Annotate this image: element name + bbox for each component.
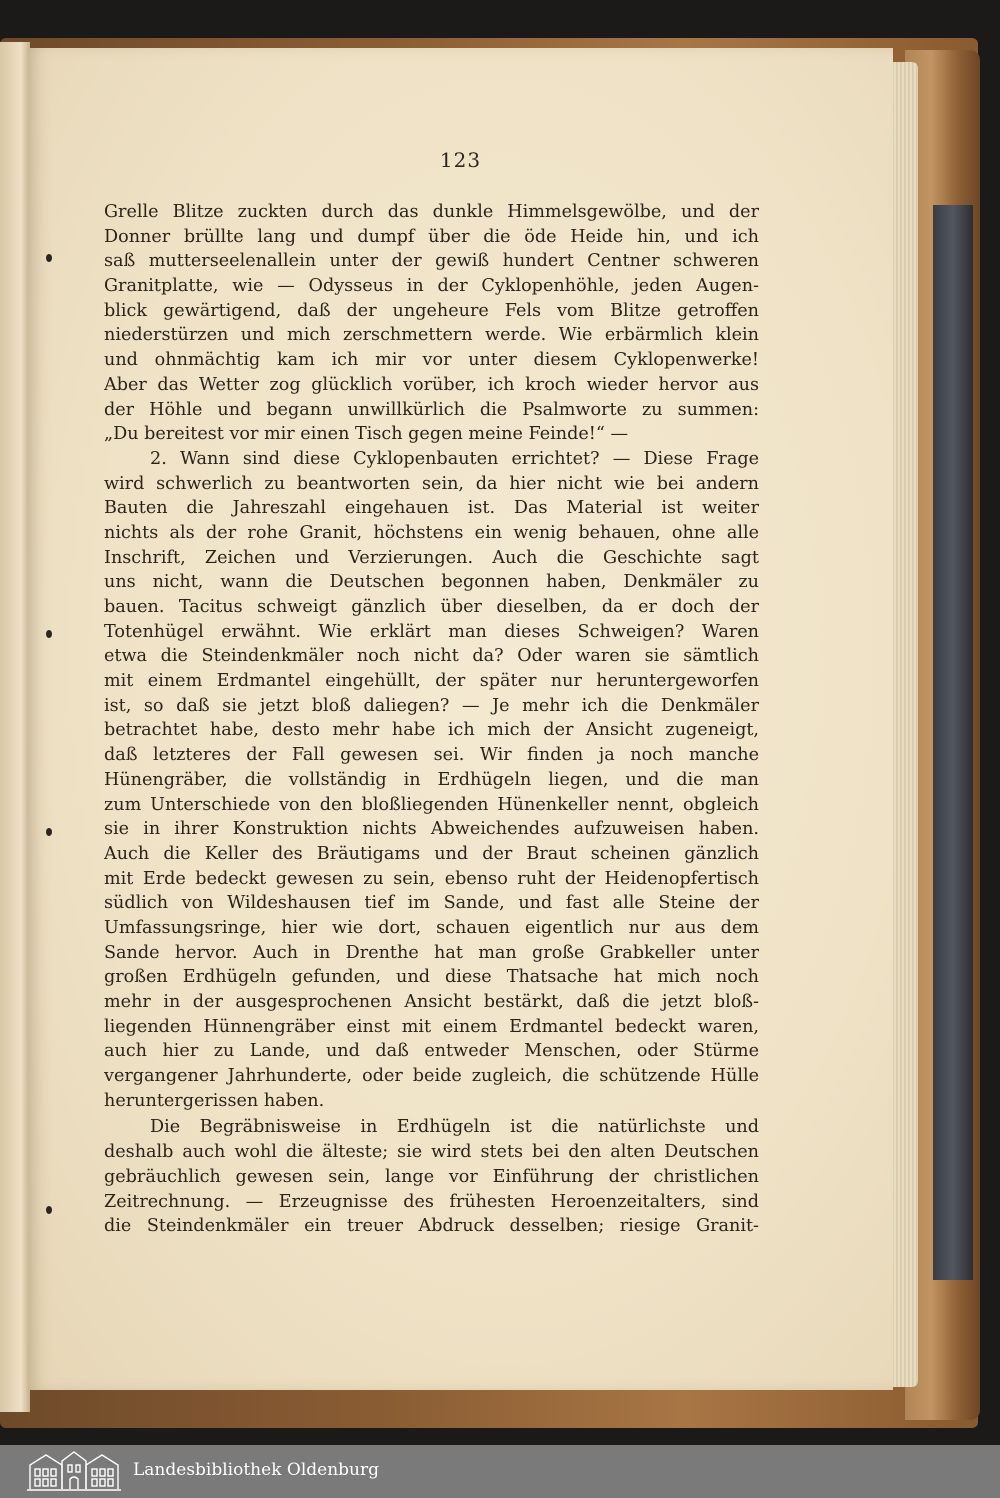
binding-hole — [46, 1206, 52, 1214]
text-line: mehr in der ausgesprochenen Ansicht bestärkt, daß die jetzt bloß- — [104, 992, 759, 1012]
text-line: Auch die Keller des Bräutigams und der Braut scheinen gänzlich — [104, 843, 759, 864]
text-line: betrachtet habe, desto mehr habe ich mich der Ansicht zugeneigt, — [104, 720, 759, 741]
text-line: Hünengräber, die vollständig in Erdhügeln liegen, und die man — [104, 769, 759, 790]
text-line: Grelle Blitze zuckten durch das dunkle Himmelsgewölbe, und der — [104, 202, 759, 222]
text-line: daß letzteres der Fall gewesen sei. Wir finden ja noch manche — [104, 745, 759, 766]
text-line: Bauten die Jahreszahl eingehauen ist. Das Material ist weiter — [104, 498, 759, 519]
binding-hole — [46, 828, 52, 836]
text-line: vergangener Jahrhunderte, oder beide zugleich, die schützende Hülle — [104, 1066, 759, 1087]
text-line: mit einem Erdmantel eingehüllt, der später nur heruntergeworfen — [104, 671, 759, 692]
text-line: deshalb auch wohl die älteste; sie wird stets bei den alten Deutschen — [104, 1142, 759, 1163]
text-line: Donner brüllte lang und dumpf über die öde Heide hin, und ich — [104, 226, 759, 247]
text-line: zum Unterschiede von den bloßliegenden Hünenkeller nennt, obgleich — [104, 794, 759, 815]
binding-hole — [46, 254, 52, 262]
text-line: saß mutterseelenallein unter der gewiß hundert Centner schweren — [104, 251, 759, 272]
text-line: ist, so daß sie jetzt bloß daliegen? — Je mehr ich die Denkmäler — [104, 695, 759, 716]
text-line: Inschrift, Zeichen und Verzierungen. Auch die Geschichte sagt — [104, 547, 759, 568]
text-line: liegenden Hünnengräber einst mit einem Erdmantel bedeckt waren, — [104, 1016, 759, 1037]
book-page — [28, 48, 893, 1390]
text-line: niederstürzen und mich zerschmettern werde. Wie erbärmlich klein — [104, 325, 759, 346]
text-line: wird schwerlich zu beantworten sein, da hier nicht wie bei andern — [104, 473, 759, 494]
text-line: Die Begräbnisweise in Erdhügeln ist die natürlichste und — [150, 1117, 759, 1138]
library-building-icon — [26, 1449, 122, 1493]
text-line: heruntergerissen haben. — [104, 1090, 325, 1111]
page-number: 123 — [439, 148, 482, 172]
text-line: auch hier zu Lande, und daß entweder Menschen, oder Stürme — [104, 1041, 759, 1062]
binding-hole — [46, 630, 52, 638]
text-line: blick gewärtigend, daß der ungeheure Fels vom Blitze getroffen — [104, 300, 759, 321]
text-line: sie in ihrer Konstruktion nichts Abweichendes aufzuweisen haben. — [104, 819, 759, 840]
text-line: Totenhügel erwähnt. Wie erklärt man dieses Schweigen? Waren — [104, 621, 759, 642]
text-line: südlich von Wildeshausen tief im Sande, und fast alle Steine der — [104, 893, 759, 914]
text-line: 2. Wann sind diese Cyklopenbauten errichtet? — Diese Frage — [150, 448, 759, 469]
text-line: Umfassungsringe, hier wie dort, schauen eigentlich nur aus dem — [104, 917, 759, 938]
footer-bar — [0, 1445, 1000, 1498]
library-name: Landesbibliothek Oldenburg — [133, 1460, 380, 1480]
text-line: der Höhle und begann unwillkürlich die Psalmworte zu summen: — [104, 399, 759, 420]
text-line: und ohnmächtig kam ich mir vor unter diesem Cyklopenwerke! — [104, 350, 759, 371]
text-line: gebräuchlich gewesen sein, lange vor Einführung der christlichen — [104, 1166, 759, 1187]
text-line: mit Erde bedeckt gewesen zu sein, ebenso ruht der Heidenopfertisch — [104, 868, 759, 889]
body-text — [104, 200, 759, 1239]
text-line: „Du bereitest vor mir einen Tisch gegen meine Feinde!“ — — [104, 424, 629, 445]
text-line: großen Erdhügeln gefunden, und diese Thatsache hat mich noch — [104, 967, 759, 988]
text-line: Zeitrechnung. — Erzeugnisse des frühesten Heroenzeitalters, sind — [104, 1191, 759, 1212]
cover-spine-strip — [933, 205, 973, 1280]
text-line: nichts als der rohe Granit, höchstens ein wenig behauen, ohne alle — [104, 522, 759, 543]
text-line: Sande hervor. Auch in Drenthe hat man große Grabkeller unter — [104, 942, 759, 963]
text-line: bauen. Tacitus schweigt gänzlich über dieselben, da er doch der — [104, 597, 759, 617]
text-line: etwa die Steindenkmäler noch nicht da? Oder waren sie sämtlich — [104, 646, 759, 667]
text-line: Granitplatte, wie — Odysseus in der Cyklopenhöhle, jeden Augen- — [104, 276, 759, 297]
text-line: die Steindenkmäler ein treuer Abdruck desselben; riesige Granit- — [104, 1216, 759, 1237]
text-line: Aber das Wetter zog glücklich vorüber, ich kroch wieder hervor aus — [104, 374, 759, 395]
text-line: uns nicht, wann die Deutschen begonnen haben, Denkmäler zu — [104, 572, 759, 593]
left-page-edge — [0, 42, 30, 1412]
